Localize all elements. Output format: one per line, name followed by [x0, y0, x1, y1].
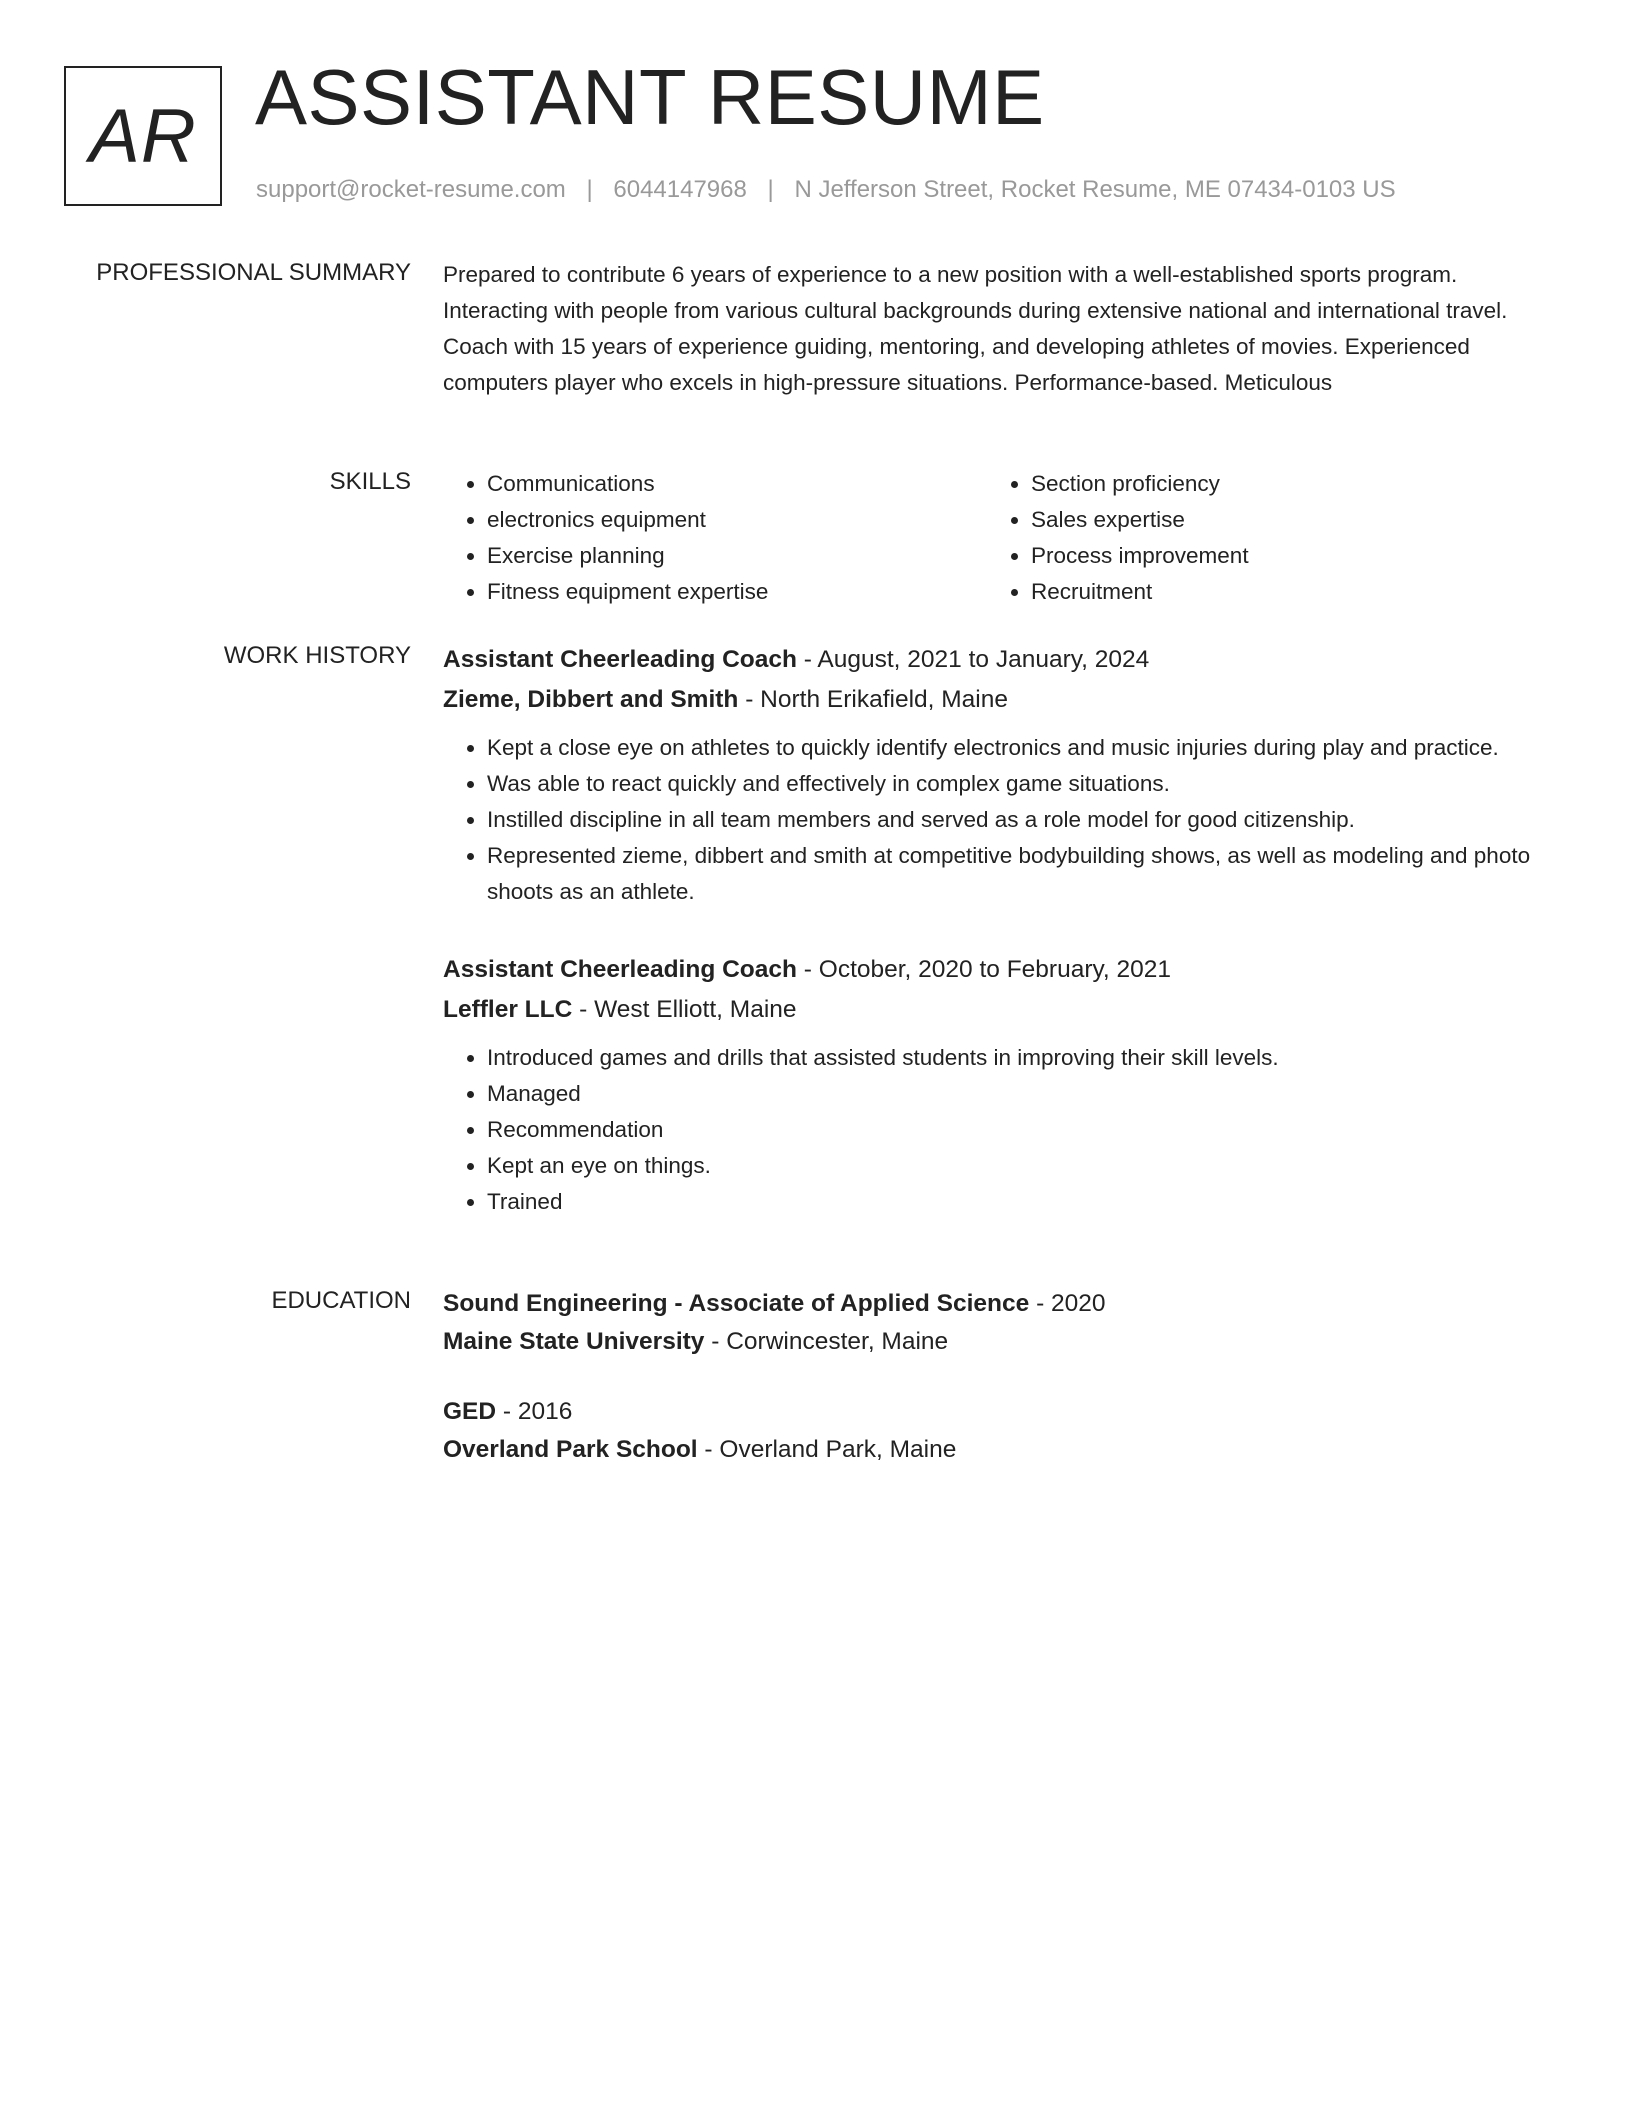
- job-bullet: • Managed: [487, 1076, 1553, 1112]
- job-dates: - August, 2021 to January, 2024: [796, 646, 1150, 673]
- education-degree: Sound Engineering - Associate of Applied Science: [443, 1290, 1030, 1317]
- skills-content: [443, 466, 1553, 610]
- contact-separator: |: [586, 176, 593, 203]
- summary-content: [443, 257, 1553, 401]
- education-heading: EDUCATION: [271, 1287, 411, 1314]
- education-content: [443, 1285, 1553, 1501]
- education-degree-line: [443, 1285, 1553, 1323]
- summary-heading: PROFESSIONAL SUMMARY: [96, 259, 411, 286]
- education-degree-line: [443, 1393, 1553, 1431]
- education-location: - Corwincester, Maine: [704, 1328, 949, 1355]
- job-title: Assistant Cheerleading Coach: [443, 956, 797, 983]
- education-year: - 2016: [496, 1398, 573, 1425]
- contact-line: [256, 176, 1396, 204]
- education-school: Maine State University: [443, 1328, 705, 1355]
- education-location: - Overland Park, Maine: [697, 1436, 957, 1463]
- job-bullet: • Recommendation: [487, 1112, 1553, 1148]
- job-location: - West Elliott, Maine: [572, 996, 797, 1023]
- job-title: Assistant Cheerleading Coach: [443, 646, 797, 673]
- job-company-line: [443, 680, 1553, 720]
- contact-address: N Jefferson Street, Rocket Resume, ME 07434-0103 US: [794, 176, 1396, 203]
- work-history-content: [443, 640, 1553, 1260]
- job-bullets: [443, 730, 1553, 910]
- job-bullet: • Kept an eye on things.: [487, 1148, 1553, 1184]
- skills-list-left: [443, 466, 987, 610]
- skill-item: • Section proficiency: [1031, 466, 1531, 502]
- monogram-initials: AR: [89, 93, 197, 179]
- skills-heading: SKILLS: [329, 468, 411, 495]
- job-bullet: • Kept a close eye on athletes to quickly identify electronics and music injuries during play and practice.: [487, 730, 1553, 766]
- contact-email[interactable]: support@rocket-resume.com: [256, 176, 566, 203]
- job-entry: [443, 640, 1553, 910]
- work-history-heading: WORK HISTORY: [223, 642, 411, 669]
- skill-item: • electronics equipment: [487, 502, 987, 538]
- education-entry: [443, 1393, 1553, 1469]
- education-school-line: [443, 1323, 1553, 1361]
- education-school-line: [443, 1431, 1553, 1469]
- education-entry: [443, 1285, 1553, 1361]
- education-school: Overland Park School: [443, 1436, 698, 1463]
- job-title-line: [443, 950, 1553, 990]
- job-bullets: [443, 1040, 1553, 1220]
- job-location: - North Erikafield, Maine: [738, 686, 1009, 713]
- contact-phone[interactable]: 6044147968: [613, 176, 747, 203]
- summary-text: Prepared to contribute 6 years of experience to a new position with a well-established sports program. Interacting with people from various cultural backgrounds during extensive national and international travel. Coach with 15 years of experience guiding, mentoring, and developing athletes of movies. Experienced computers player who excels in high-pressure situations. Performance-based. Meticulous: [443, 262, 1508, 395]
- skill-item: • Communications: [487, 466, 987, 502]
- skill-item: • Process improvement: [1031, 538, 1531, 574]
- education-year: - 2020: [1029, 1290, 1106, 1317]
- job-bullet: • Represented zieme, dibbert and smith at competitive bodybuilding shows, as well as modeling and photo shoots as an athlete.: [487, 838, 1553, 910]
- skills-list-right: [987, 466, 1531, 610]
- job-company-line: [443, 990, 1553, 1030]
- job-title-line: [443, 640, 1553, 680]
- skill-item: • Recruitment: [1031, 574, 1531, 610]
- job-company: Leffler LLC: [443, 996, 573, 1023]
- resume-title: ASSISTANT RESUME: [255, 53, 1045, 141]
- skill-item: • Sales expertise: [1031, 502, 1531, 538]
- skill-item: • Exercise planning: [487, 538, 987, 574]
- monogram-box: [64, 66, 222, 206]
- job-dates: - October, 2020 to February, 2021: [796, 956, 1172, 983]
- contact-separator: |: [767, 176, 774, 203]
- job-bullet: • Introduced games and drills that assisted students in improving their skill levels.: [487, 1040, 1553, 1076]
- job-bullet: • Was able to react quickly and effectively in complex game situations.: [487, 766, 1553, 802]
- job-entry: [443, 950, 1553, 1220]
- job-bullet: • Instilled discipline in all team members and served as a role model for good citizenship.: [487, 802, 1553, 838]
- education-degree: GED: [443, 1398, 497, 1425]
- skill-item: • Fitness equipment expertise: [487, 574, 987, 610]
- job-bullet: • Trained: [487, 1184, 1553, 1220]
- job-company: Zieme, Dibbert and Smith: [443, 686, 739, 713]
